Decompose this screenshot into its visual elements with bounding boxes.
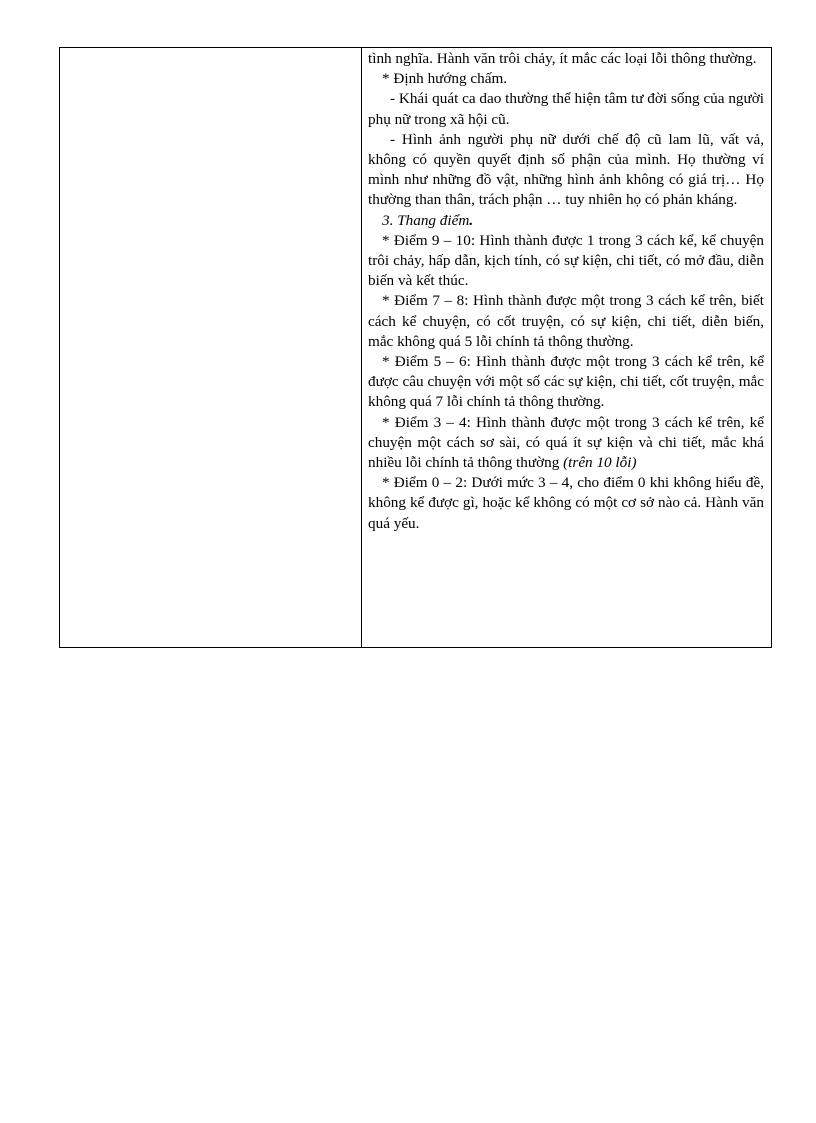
paragraph-score-0-2: * Điểm 0 – 2: Dưới mức 3 – 4, cho điểm 0 khi không hiểu đề, không kể được gì, hoặc kể không có một cơ sở nào cả. Hành văn quá yếu.: [368, 474, 764, 532]
paragraph-score-9-10: * Điểm 9 – 10: Hình thành được 1 trong 3 cách kể, kể chuyện trôi chảy, hấp dẫn, kịch tính, có sự kiện, chi tiết, có mở đầu, diễn biến và kết thúc.: [368, 231, 764, 290]
heading-label: 3. Thang điểm: [382, 211, 470, 229]
paragraph-score-7-8: * Điểm 7 – 8: Hình thành được một trong 3 cách kể trên, biết cách kể chuyện, có cốt truyện, có sự kiện, chi tiết, diễn biến, mắc không quá 5 lỗi chính tả thông thường.: [368, 292, 764, 350]
score-3-4-note: (trên 10 lỗi): [563, 454, 637, 472]
paragraph-score-3-4: [368, 413, 764, 474]
paragraph-scoring-direction: * Định hướng chấm.: [382, 70, 508, 88]
paragraph-score-5-6: * Điểm 5 – 6: Hình thành được một trong 3 cách kể trên, kể được câu chuyện với một số các sự kiện, chi tiết, cốt truyện, mắc không quá 7 lỗi chính tả thông thường.: [368, 353, 764, 411]
paragraph-overview: - Khái quát ca dao thường thể hiện tâm tư đời sống của người phụ nữ trong xã hội cũ.: [368, 90, 764, 128]
paragraph-women-image: - Hình ảnh người phụ nữ dưới chế độ cũ lam lũ, vất vả, không có quyền quyết định số phận của mình. Họ thường ví mình như những đồ vật, những hình ảnh không có giá trị… Họ thường than thân, trách phận … tuy nhiên họ có phản kháng.: [368, 130, 764, 209]
section-heading-grading-scale: [368, 211, 764, 231]
grading-table: [59, 47, 772, 648]
score-3-4-text: * Điểm 3 – 4: Hình thành được một trong 3 cách kể trên, kể chuyện một cách sơ sài, có quá ít sự kiện và chi tiết, mắc khá nhiều lỗi chính tả thông thường: [368, 413, 764, 472]
heading-dot: .: [469, 211, 474, 229]
right-column-cell: [362, 48, 771, 647]
left-column-cell: [60, 48, 362, 647]
paragraph-writing-quality: tình nghĩa. Hành văn trôi chảy, ít mắc các loại lỗi thông thường.: [368, 50, 757, 67]
